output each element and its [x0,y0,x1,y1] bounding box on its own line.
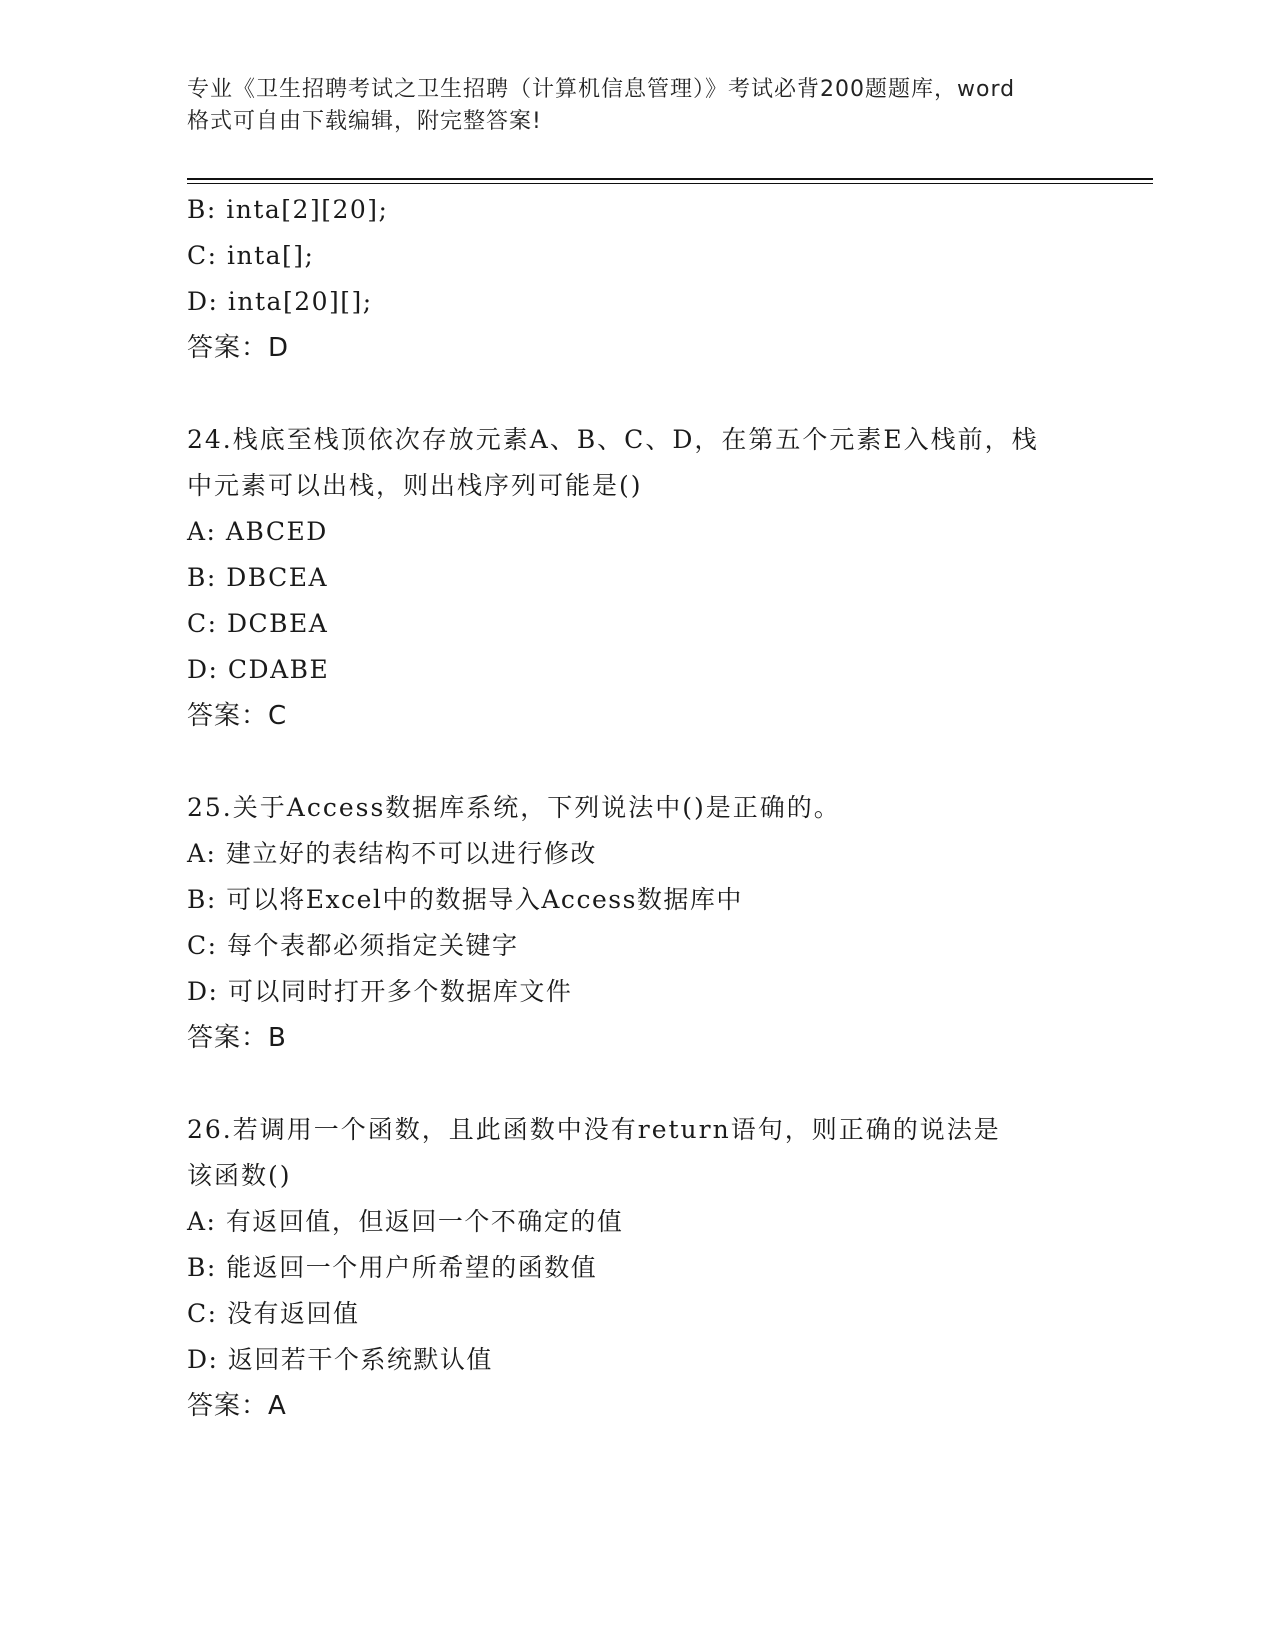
header-line-1: 专业《卫生招聘考试之卫生招聘（计算机信息管理）》考试必背200题题库，word [187,77,1016,102]
spacer [187,371,1087,417]
question-block-25 [187,785,1087,1061]
question-stem [187,785,1087,831]
option-c: C: 每个表都必须指定关键字 [187,931,519,960]
option-d: D: inta[20][]; [187,287,373,316]
option-d: D: CDABE [187,655,330,684]
question-block-24 [187,417,1087,739]
question-stem-line: 26.若调用一个函数，且此函数中没有return语句，则正确的说法是 [187,1115,1001,1144]
question-stem-line: 25.关于Access数据库系统，下列说法中()是正确的。 [187,793,841,822]
header-divider-thin [187,183,1153,184]
answer-line: 答案：B [187,1023,287,1053]
option-b: B: DBCEA [187,563,329,592]
question-block-26 [187,1107,1087,1429]
question-stem [187,417,1087,509]
option-b: B: 可以将Excel中的数据导入Access数据库中 [187,885,743,914]
option-a: A: 有返回值，但返回一个不确定的值 [187,1207,624,1236]
option-b: B: 能返回一个用户所希望的函数值 [187,1253,598,1282]
header-divider-thick [187,178,1153,180]
question-stem-line: 24.栈底至栈顶依次存放元素A、B、C、D，在第五个元素E入栈前，栈 [187,425,1039,454]
question-stem [187,1107,1087,1199]
question-list [187,187,1087,1429]
document-header [187,74,1087,138]
spacer [187,739,1087,785]
answer-line: 答案：D [187,333,290,363]
spacer [187,1061,1087,1107]
question-block-23 [187,187,1087,371]
header-line-2: 格式可自由下载编辑，附完整答案! [187,109,542,134]
answer-line: 答案：A [187,1391,287,1421]
question-stem-line: 中元素可以出栈，则出栈序列可能是() [187,471,643,500]
option-b: B: inta[2][20]; [187,195,389,224]
option-a: A: ABCED [187,517,328,546]
option-a: A: 建立好的表结构不可以进行修改 [187,839,597,868]
option-d: D: 可以同时打开多个数据库文件 [187,977,573,1006]
option-c: C: inta[]; [187,241,315,270]
answer-line: 答案：C [187,701,288,731]
question-stem-line: 该函数() [187,1161,292,1190]
option-c: C: 没有返回值 [187,1299,360,1328]
option-d: D: 返回若干个系统默认值 [187,1345,493,1374]
option-c: C: DCBEA [187,609,329,638]
